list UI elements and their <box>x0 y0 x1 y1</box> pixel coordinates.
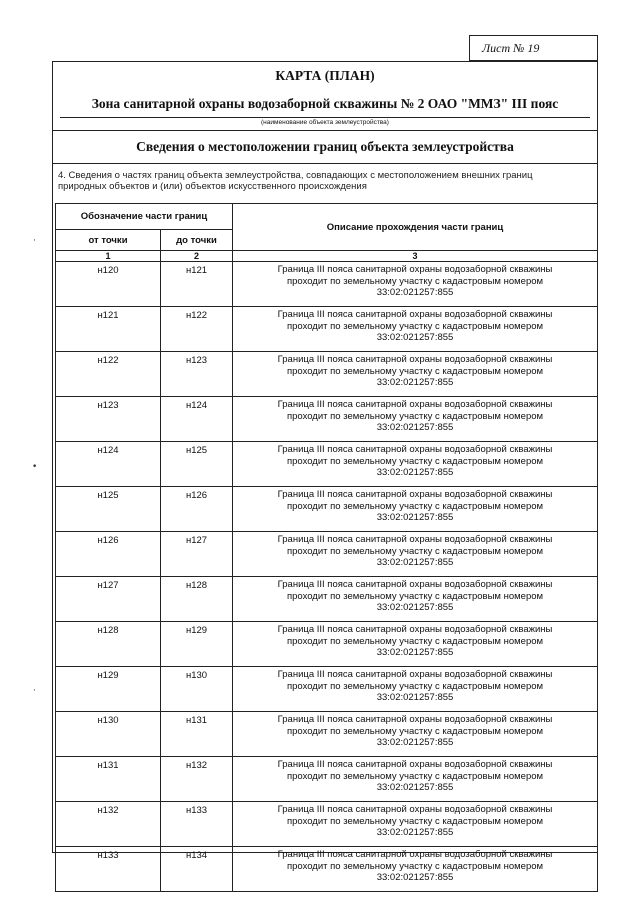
column-number: 3 <box>233 251 598 262</box>
description-line: 33:02:021257:855 <box>376 827 454 838</box>
from-point-cell: н131 <box>56 757 161 802</box>
description-line: Граница III пояса санитарной охраны водозаборной скважины <box>277 399 553 410</box>
to-point-cell: н133 <box>161 802 233 847</box>
document-subtitle: Зона санитарной охраны водозаборной скважины № 2 ОАО "ММЗ" III пояс <box>91 96 559 111</box>
description-line: проходит по земельному участку с кадастровым номером <box>286 590 544 602</box>
description-line: 33:02:021257:855 <box>376 692 454 703</box>
from-point-cell: н126 <box>56 532 161 577</box>
description-line: 33:02:021257:855 <box>376 377 454 388</box>
subtitle-caption: (наименование объекта землеустройства) <box>261 119 389 126</box>
to-point-cell: н132 <box>161 757 233 802</box>
description-line: Граница III пояса санитарной охраны водозаборной скважины <box>277 354 553 365</box>
description-line: 33:02:021257:855 <box>376 287 454 298</box>
to-point-cell: н124 <box>161 397 233 442</box>
table-row <box>56 667 598 712</box>
description-line: проходит по земельному участку с кадастровым номером <box>286 455 544 467</box>
description-line: Граница III пояса санитарной охраны водозаборной скважины <box>277 264 553 275</box>
description-line: проходит по земельному участку с кадастровым номером <box>286 680 544 692</box>
description-line: Граница III пояса санитарной охраны водозаборной скважины <box>277 309 553 320</box>
description-line: проходит по земельному участку с кадастровым номером <box>286 320 544 332</box>
description-line: проходит по земельному участку с кадастровым номером <box>286 275 544 287</box>
section-title: Сведения о местоположении границ объекта землеустройства <box>136 139 514 154</box>
table-row <box>56 577 598 622</box>
table-row <box>56 757 598 802</box>
description-line: Граница III пояса санитарной охраны водозаборной скважины <box>277 804 553 815</box>
description-line: 33:02:021257:855 <box>376 647 454 658</box>
description-cell <box>233 847 598 892</box>
from-point-cell: н120 <box>56 262 161 307</box>
to-point-cell: н127 <box>161 532 233 577</box>
from-point-cell: н122 <box>56 352 161 397</box>
to-point-cell: н125 <box>161 442 233 487</box>
from-point-cell: н130 <box>56 712 161 757</box>
description-line: Граница III пояса санитарной охраны водозаборной скважины <box>277 849 553 860</box>
description-line: проходит по земельному участку с кадастровым номером <box>286 410 544 422</box>
from-point-cell: н121 <box>56 307 161 352</box>
description-line: проходит по земельному участку с кадастровым номером <box>286 545 544 557</box>
description-cell <box>233 262 598 307</box>
boundary-parts-table <box>55 203 598 892</box>
description-line: проходит по земельному участку с кадастровым номером <box>286 860 544 872</box>
description-line: 33:02:021257:855 <box>376 467 454 478</box>
description-line: Граница III пояса санитарной охраны водозаборной скважины <box>277 534 553 545</box>
description-line: Граница III пояса санитарной охраны водозаборной скважины <box>277 624 553 635</box>
table-row <box>56 307 598 352</box>
description-line: Граница III пояса санитарной охраны водозаборной скважины <box>277 759 553 770</box>
description-line: проходит по земельному участку с кадастровым номером <box>286 635 544 647</box>
description-line: проходит по земельному участку с кадастровым номером <box>286 725 544 737</box>
column-number: 1 <box>56 251 161 262</box>
header-from-point: от точки <box>56 230 161 251</box>
from-point-cell: н132 <box>56 802 161 847</box>
table-header-row <box>56 204 598 230</box>
table-row <box>56 622 598 667</box>
description-line: 33:02:021257:855 <box>376 557 454 568</box>
description-cell <box>233 532 598 577</box>
description-cell <box>233 577 598 622</box>
to-point-cell: н126 <box>161 487 233 532</box>
description-cell <box>233 667 598 712</box>
description-cell <box>233 712 598 757</box>
table-row <box>56 847 598 892</box>
description-cell <box>233 442 598 487</box>
description-line: 33:02:021257:855 <box>376 512 454 523</box>
from-point-cell: н125 <box>56 487 161 532</box>
to-point-cell: н121 <box>161 262 233 307</box>
description-line: проходит по земельному участку с кадастровым номером <box>286 500 544 512</box>
description-line: 33:02:021257:855 <box>376 782 454 793</box>
description-line: Граница III пояса санитарной охраны водозаборной скважины <box>277 669 553 680</box>
description-line: Граница III пояса санитарной охраны водозаборной скважины <box>277 579 553 590</box>
column-number: 2 <box>161 251 233 262</box>
to-point-cell: н123 <box>161 352 233 397</box>
description-cell <box>233 757 598 802</box>
scan-mark: · <box>33 236 36 246</box>
section-note: 4. Сведения о частях границ объекта землеустройства, совпадающих с местоположением внешних границ природных объектов и (или) объектов искусственного происхождения <box>58 170 533 192</box>
to-point-cell: н129 <box>161 622 233 667</box>
table-row <box>56 442 598 487</box>
description-cell <box>233 352 598 397</box>
description-cell <box>233 397 598 442</box>
to-point-cell: н131 <box>161 712 233 757</box>
description-cell <box>233 307 598 352</box>
scan-mark: • <box>32 462 38 472</box>
description-line: проходит по земельному участку с кадастровым номером <box>286 815 544 827</box>
header-boundary-designation: Обозначение части границ <box>56 204 233 230</box>
table-row <box>56 712 598 757</box>
to-point-cell: н134 <box>161 847 233 892</box>
section-divider-bottom <box>52 163 598 164</box>
sheet-number-label: Лист № 19 <box>469 35 598 61</box>
description-line: Граница III пояса санитарной охраны водозаборной скважины <box>277 714 553 725</box>
description-line: проходит по земельному участку с кадастровым номером <box>286 770 544 782</box>
to-point-cell: н130 <box>161 667 233 712</box>
to-point-cell: н122 <box>161 307 233 352</box>
description-cell <box>233 802 598 847</box>
description-line: 33:02:021257:855 <box>376 602 454 613</box>
table-column-numbers-row <box>56 251 598 262</box>
from-point-cell: н133 <box>56 847 161 892</box>
section-divider-top <box>52 130 598 131</box>
from-point-cell: н127 <box>56 577 161 622</box>
table-row <box>56 487 598 532</box>
description-line: 33:02:021257:855 <box>376 737 454 748</box>
scan-mark: · <box>33 686 36 696</box>
header-to-point: до точки <box>161 230 233 251</box>
from-point-cell: н124 <box>56 442 161 487</box>
table-row <box>56 532 598 577</box>
description-line: 33:02:021257:855 <box>376 332 454 343</box>
description-line: 33:02:021257:855 <box>376 872 454 883</box>
description-cell <box>233 622 598 667</box>
from-point-cell: н128 <box>56 622 161 667</box>
from-point-cell: н123 <box>56 397 161 442</box>
subtitle-underline <box>60 117 590 118</box>
table-row <box>56 352 598 397</box>
from-point-cell: н129 <box>56 667 161 712</box>
table-row <box>56 802 598 847</box>
description-line: Граница III пояса санитарной охраны водозаборной скважины <box>277 489 553 500</box>
table-row <box>56 262 598 307</box>
to-point-cell: н128 <box>161 577 233 622</box>
description-line: Граница III пояса санитарной охраны водозаборной скважины <box>277 444 553 455</box>
description-cell <box>233 487 598 532</box>
table-row <box>56 397 598 442</box>
description-line: проходит по земельному участку с кадастровым номером <box>286 365 544 377</box>
header-description: Описание прохождения части границ <box>233 204 598 251</box>
description-line: 33:02:021257:855 <box>376 422 454 433</box>
document-title: КАРТА (ПЛАН) <box>275 68 375 83</box>
